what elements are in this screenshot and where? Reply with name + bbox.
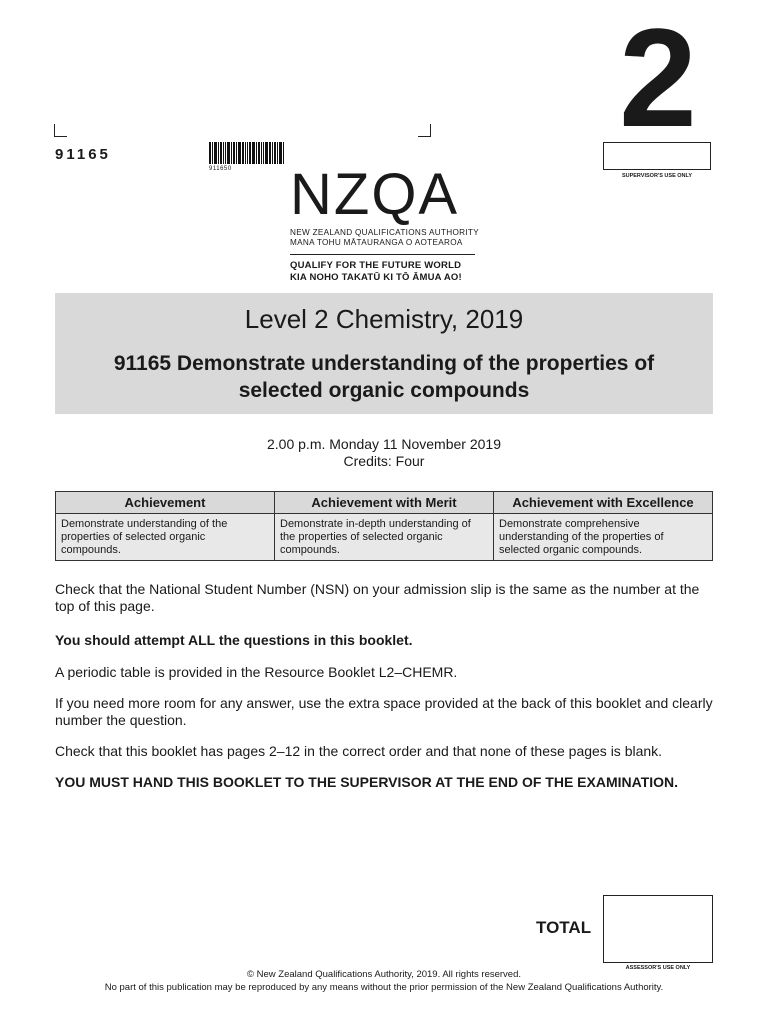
supervisor-box[interactable] [603,142,711,170]
corner-mark-left [54,124,67,137]
instruction-pages: Check that this booklet has pages 2–12 in the correct order and that none of these pages is blank. [55,743,663,759]
assessor-label: ASSESSOR'S USE ONLY [625,965,691,971]
exam-info [0,436,768,470]
copyright: © New Zealand Qualifications Authority, 2019. All rights reserved. [246,969,521,980]
header-achievement: Achievement [56,492,275,514]
logo-tagline-1: QUALIFY FOR THE FUTURE WORLD [290,260,462,271]
cell-achievement: Demonstrate understanding of the properties of selected organic compounds. [56,514,275,561]
instruction-periodic: A periodic table is provided in the Resource Booklet L2–CHEMR. [55,664,458,680]
logo-line-1: NEW ZEALAND QUALIFICATIONS AUTHORITY [290,228,479,237]
achievement-table [55,491,713,561]
barcode [209,142,299,164]
corner-mark-right [418,124,431,137]
cell-merit: Demonstrate in-depth understanding of the properties of selected organic compounds. [275,514,494,561]
instruction-hand-in: YOU MUST HAND THIS BOOKLET TO THE SUPERVISOR AT THE END OF THE EXAMINATION. [55,774,679,790]
logo-tagline-2: KIA NOHO TAKATŪ KI TŌ ĀMUA AO! [290,272,462,283]
page-title: Level 2 Chemistry, 2019 [244,304,524,334]
header-merit: Achievement with Merit [275,492,494,514]
supervisor-label: SUPERVISOR'S USE ONLY [621,173,693,179]
nzqa-logo [290,162,480,284]
level-number: 2 [619,0,697,156]
cell-excellence: Demonstrate comprehensive understanding of the properties of selected organic compounds. [494,514,713,561]
standard-title: 91165 Demonstrate understanding of the properties of selected organic compounds [113,352,655,402]
exam-datetime: 2.00 p.m. Monday 11 November 2019 [267,436,501,452]
standard-code: 91165 [55,146,111,163]
copyright-notice: No part of this publication may be reproduced by any means without the prior permission of the New Zealand Qualifications Authority. [104,982,664,993]
instruction-attempt-all: You should attempt ALL the questions in this booklet. [55,632,413,648]
logo-divider [290,254,475,255]
logo-line-2: MANA TOHU MĀTAURANGA O AOTEAROA [290,238,463,247]
instruction-extra-space: If you need more room for any answer, use the extra space provided at the back of this booklet and clearly number the question. [55,695,713,728]
nzqa-wordmark: NZQA [290,162,460,227]
total-label: TOTAL [536,918,592,937]
header-excellence: Achievement with Excellence [494,492,713,514]
assessor-total-box[interactable] [603,895,713,963]
barcode-number: 911650 [209,166,232,172]
instruction-nsn: Check that the National Student Number (NSN) on your admission slip is the same as the number at the top of this page. [55,581,700,614]
exam-credits: Credits: Four [343,453,425,469]
